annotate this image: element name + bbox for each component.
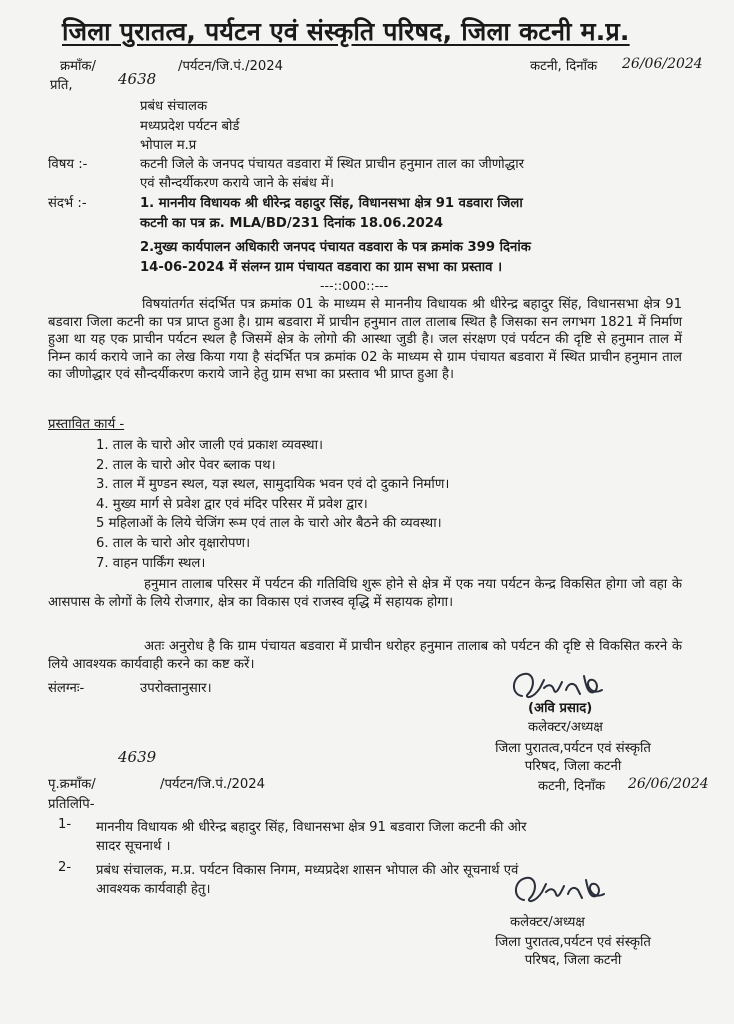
place-date-label: कटनी, दिनाँक xyxy=(530,59,598,74)
reference-item2-line1: 2.मुख्य कार्यपालन अधिकारी जनपद पंचायत वडवारा के पत्र क्रमांक 399 दिनांक xyxy=(140,240,531,255)
reference-item1-line2: कटनी का पत्र क्र. MLA/BD/231 दिनांक 18.06.2024 xyxy=(140,216,444,231)
signatory2-org-line1: जिला पुरातत्व,पर्यटन एवं संस्कृति xyxy=(495,935,651,950)
attachment-value: उपरोक्तानुसार। xyxy=(140,681,212,696)
copy-item1-line2: सादर सूचनार्थ । xyxy=(96,839,171,854)
signatory-org-line1: जिला पुरातत्व,पर्यटन एवं संस्कृति xyxy=(495,741,651,756)
list-item: 7. वाहन पार्किंग स्थल। xyxy=(96,555,206,571)
reference-label: संदर्भ :- xyxy=(48,196,87,211)
proposed-works-heading: प्रस्तावित कार्य - xyxy=(48,417,125,432)
copy-item2-line1: प्रबंध संचालक, म.प्र. पर्यटन विकास निगम, मध्यप्रदेश शासन भोपाल की ओर सूचनार्थ एवं xyxy=(96,863,519,878)
letter-date: 26/06/2024 xyxy=(622,56,703,72)
body-paragraph-2: हनुमान तालाब परिसर में पर्यटन की गतिविधि शुरू होने से क्षेत्र में एक नया पर्यटन केन्द्र विकसित होगा जो वहा के आसपास के लोगों के लिये रोजगार, क्षेत्र का विकास एवं राजस्व वृद्धि में सहायक होगा। xyxy=(48,577,682,610)
ref-code: /पर्यटन/जि.पं./2024 xyxy=(178,59,284,74)
ref-label: क्रमाँक/ xyxy=(60,59,97,74)
copy-item1-line1: माननीय विधायक श्री धीरेन्द्र बहादुर सिंह, विधानसभा क्षेत्र 91 बडवारा जिला कटनी की ओर xyxy=(96,820,527,835)
recipient-line2: मध्यप्रदेश पर्यटन बोर्ड xyxy=(140,119,240,134)
recipient-line1: प्रबंध संचालक xyxy=(140,99,208,114)
prati-label: प्रति, xyxy=(50,78,73,93)
body-paragraph-3: अतः अनुरोध है कि ग्राम पंचायत बडवारा में प्राचीन धरोहर हनुमान तालाब को पर्यटन की दृष्टि से विकसित करने के लिये आवश्यक कार्यवाही करने का कष्ट करें। xyxy=(48,639,682,672)
proposed-works-list xyxy=(96,436,449,573)
copy-ref-number: 4639 xyxy=(118,748,157,766)
separator: ---::000::--- xyxy=(320,278,389,293)
list-item: 5 महिलाओं के लिये चेजिंग रूम एवं ताल के चारो ओर बैठने की व्यवस्था। xyxy=(96,516,442,532)
signatory-designation: कलेक्टर/अध्यक्ष xyxy=(528,720,603,735)
subject-line1: कटनी जिले के जनपद पंचायत वडवारा में स्थित प्राचीन हनुमान ताल का जीणोद्धार xyxy=(140,157,525,172)
copy-item2-number: 2- xyxy=(58,860,72,875)
copy-date: 26/06/2024 xyxy=(628,776,709,792)
reference-item1-line1: 1. माननीय विधायक श्री धीरेन्द्र वहादुर सिंह, विधानसभा क्षेत्र 91 वडवारा जिला xyxy=(140,196,523,211)
letterhead-title: जिला पुरातत्व, पर्यटन एवं संस्कृति परिषद, जिला कटनी म.प्र. xyxy=(62,17,630,46)
signature-scribble xyxy=(508,872,618,912)
recipient-line3: भोपाल म.प्र xyxy=(140,138,197,153)
signatory2-designation: कलेक्टर/अध्यक्ष xyxy=(510,915,585,930)
body-paragraph-1: विषयांतर्गत संदर्भित पत्र क्रमांक 01 के माध्यम से माननीय विधायक श्री धीरेन्द्र बहादुर सिंह, विधानसभा क्षेत्र 91 बडवारा जिला कटनी का पत्र प्राप्त हुआ है। ग्राम बडवारा में प्राचीन हनुमान ताल तालाब स्थित है जिसका सन लगभग 1821 में निर्माण हुआ था यह एक प्राचीन पर्यटन स्थल है जिसमें क्षेत्र के लोगो की आस्था जुडी है। जल संरक्षण एवं पर्यटन की दृष्टि से हनुमान ताल में निम्न कार्य कराये जाने का लेख किया गया है संदर्भित पत्र क्रमांक 02 के माध्यम से ग्राम पंचायत बडवारा में स्थित प्राचीन हनुमान ताल का जीणोद्धार एवं सौन्दर्यीकरण कराये जाने हेतु ग्राम सभा का प्रस्ताव भी प्राप्त हुआ है। xyxy=(48,297,682,383)
signatory-org-line2: परिषद, जिला कटनी xyxy=(524,759,622,774)
ref-number: 4638 xyxy=(118,70,157,88)
list-item: 6. ताल के चारो ओर वृक्षारोपण। xyxy=(96,535,251,551)
copy-ref-label: पृ.क्रमाँक/ xyxy=(48,777,96,792)
list-item: 4. मुख्य मार्ग से प्रवेश द्वार एवं मंदिर परिसर में प्रवेश द्वार। xyxy=(96,496,368,512)
reference-item2-line2: 14-06-2024 में संलग्न ग्राम पंचायत वडवारा का ग्राम सभा का प्रस्ताव । xyxy=(140,260,503,275)
copy-ref-code: /पर्यटन/जि.पं./2024 xyxy=(160,777,266,792)
subject-line2: एवं सौन्दर्यीकरण कराये जाने के संबंध में। xyxy=(140,176,334,191)
signatory2-org-line2: परिषद, जिला कटनी xyxy=(524,953,622,968)
attachment-label: संलग्नः- xyxy=(48,681,85,696)
list-item: 1. ताल के चारो ओर जाली एवं प्रकाश व्यवस्था। xyxy=(96,438,323,453)
pratilipi-label: प्रतिलिपि- xyxy=(48,797,95,812)
signatory-name: (अवि प्रसाद) xyxy=(528,701,593,716)
copy-item2-line2: आवश्यक कार्यवाही हेतु। xyxy=(96,882,211,897)
subject-label: विषय :- xyxy=(48,157,88,172)
list-item: 3. ताल में मुण्डन स्थल, यज्ञ स्थल, सामुदायिक भवन एवं दो दुकाने निर्माण। xyxy=(96,477,450,493)
list-item: 2. ताल के चारो ओर पेवर ब्लाक पथ। xyxy=(96,457,276,473)
copy-item1-number: 1- xyxy=(58,817,72,832)
copy-place-date-label: कटनी, दिनाँक xyxy=(538,779,606,794)
